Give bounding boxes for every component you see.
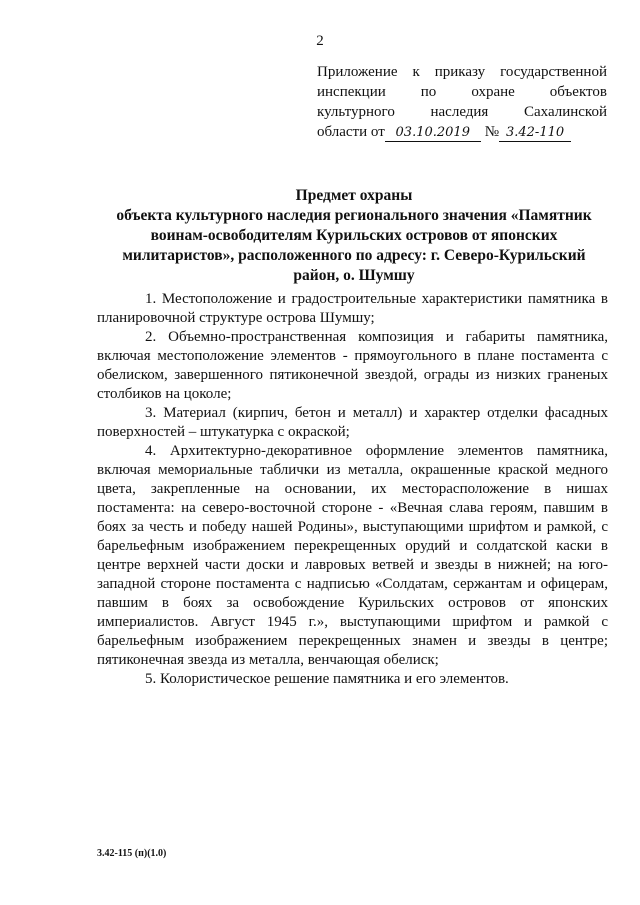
appendix-word: Сахалинской	[523, 104, 607, 120]
appendix-word: инспекции	[317, 84, 386, 100]
appendix-line-2	[317, 82, 607, 102]
paragraph-2: 2. Объемно-пространственная композиция и габариты памятника, включая местоположение элементов - прямоугольного в плане постамента с обелиском, завершенного пятиконечной звездой, ограды из низких граненых столбиков на цоколе;	[97, 329, 608, 402]
appendix-line-4	[317, 122, 607, 142]
appendix-word: объектов	[549, 84, 607, 100]
paragraph-1: 1. Местоположение и градостроительные характеристики памятника в планировочной структуре острова Шумшу;	[97, 291, 608, 326]
appendix-word: приказу	[434, 64, 486, 80]
handwritten-order-number: 3.42-110	[499, 125, 571, 142]
handwritten-date: 03.10.2019	[385, 125, 481, 142]
page-number: 2	[316, 33, 324, 49]
paragraph-4: 4. Архитектурно-декоративное оформление элементов памятника, включая мемориальные таблички из металла, окрашенные краской медного цвета, закрепленные на основании, их месторасположение в нишах постамента: на северо-восточной стороне - «Вечная слава героям, павшим в боях за честь и победу нашей Родины», выступающими шрифтом и рамкой, с барельефным изображением перекрещенных орудий и солдатской каски в центре верхней части доски и лавровых ветвей и звезды в нижней; на юго-западной стороне постамента с надписью «Солдатам, сержантам и офицерам, павшим в боях за освобождение Курильских островов от японских империалистов. Август 1945 г.», выступающими шрифтом и рамкой с барельефным изображением перекрещенных знамен и звезды в центре; пятиконечная звезда из металла, венчающая обелиск;	[97, 443, 608, 668]
appendix-word: наследия	[430, 104, 489, 120]
document-body	[97, 290, 608, 689]
title-line-2: объекта культурного наследия регионального значения «Памятник воинам-освободителям Курильских островов от японских милитаристов», расположенного по адресу: г. Северо-Курильский район, о. Шумшу	[116, 207, 592, 284]
appendix-word: государственной	[500, 64, 607, 80]
appendix-word: охране	[471, 84, 515, 100]
title-line-1: Предмет охраны	[295, 187, 413, 204]
document-code: 3.42-115 (п)(1.0)	[97, 848, 167, 859]
appendix-header	[317, 62, 607, 142]
appendix-line-3	[317, 102, 607, 122]
appendix-word: по	[420, 84, 437, 100]
paragraph-5: 5. Колористическое решение памятника и его элементов.	[145, 671, 509, 687]
appendix-word: к	[412, 64, 420, 80]
appendix-word: Приложение	[317, 64, 398, 80]
appendix-date-prefix: области от	[317, 124, 385, 140]
appendix-line-1	[317, 62, 607, 82]
paragraph-3: 3. Материал (кирпич, бетон и металл) и характер отделки фасадных поверхностей – штукатурка с окраской;	[97, 405, 608, 440]
appendix-word: культурного	[317, 104, 395, 120]
document-title	[100, 186, 608, 286]
number-sign: №	[484, 124, 500, 140]
